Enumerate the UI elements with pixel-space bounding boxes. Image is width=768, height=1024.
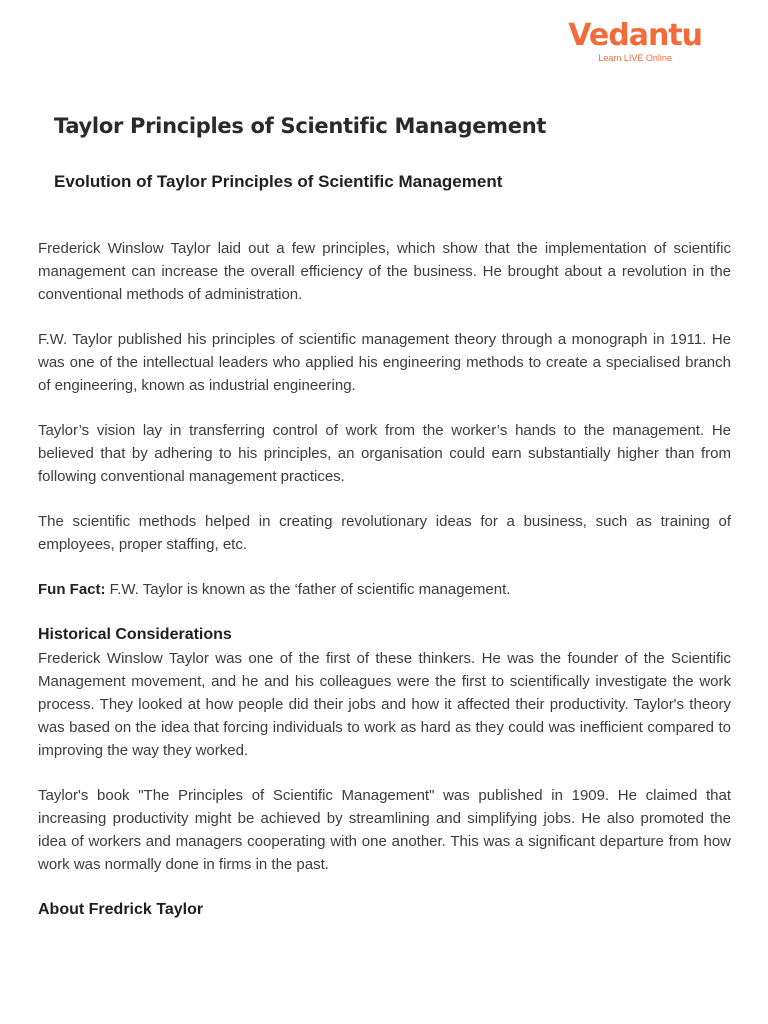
- vedantu-logo: [568, 20, 702, 64]
- page-title: Taylor Principles of Scientific Management: [54, 114, 547, 138]
- paragraph-monograph: F.W. Taylor published his principles of scientific management theory through a monograph in 1911. He was one of the intellectual leaders who applied his engineering methods to create a specialised branch of engineering, known as industrial engineering.: [38, 331, 731, 394]
- logo-tagline: Learn LIVE Online: [598, 53, 672, 63]
- paragraph-historical-2: Taylor's book "The Principles of Scientific Management" was published in 1909. He claimed that increasing productivity might be achieved by streamlining and simplifying jobs. He also promoted the idea of workers and managers cooperating with one another. This was a significant departure from how work was normally done in firms in the past.: [38, 787, 731, 873]
- paragraph-intro: Frederick Winslow Taylor laid out a few principles, which show that the implementation of scientific management can increase the overall efficiency of the business. He brought about a revolution in the conventional methods of administration.: [38, 240, 731, 303]
- fun-fact: [38, 578, 731, 601]
- logo-wordmark: Vedantu: [568, 18, 702, 53]
- paragraph-methods: The scientific methods helped in creating revolutionary ideas for a business, such as training of employees, proper staffing, etc.: [38, 513, 731, 553]
- heading-about-fredrick-taylor: About Fredrick Taylor: [38, 901, 204, 918]
- document-body: [38, 237, 731, 922]
- fun-fact-text: F.W. Taylor is known as the ‘father of scientific management.: [105, 581, 511, 598]
- paragraph-vision: Taylor’s vision lay in transferring control of work from the worker’s hands to the management. He believed that by adhering to his principles, an organisation could earn substantially higher than from following conventional management practices.: [38, 422, 731, 485]
- heading-historical-considerations: Historical Considerations: [38, 626, 232, 643]
- section-subtitle: Evolution of Taylor Principles of Scientific Management: [54, 172, 503, 191]
- fun-fact-label: Fun Fact:: [38, 581, 106, 598]
- paragraph-historical-1: Frederick Winslow Taylor was one of the first of these thinkers. He was the founder of the Scientific Management movement, and he and his colleagues were the first to scientifically investigate the work process. They looked at how people did their jobs and how it affected their productivity. Taylor's theory was based on the idea that forcing individuals to work as hard as they could was inefficient compared to improving the way they worked.: [38, 650, 731, 759]
